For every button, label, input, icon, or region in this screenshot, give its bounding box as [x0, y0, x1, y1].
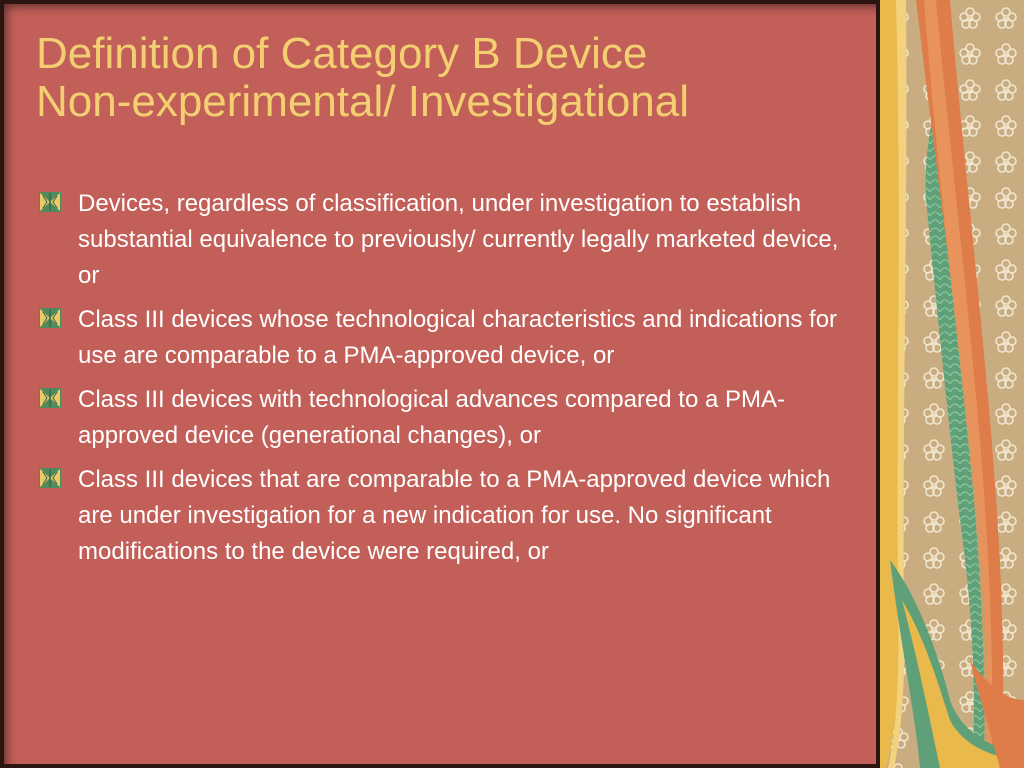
bullet-item [38, 382, 850, 454]
fan-bullet-icon [38, 307, 62, 329]
bullet-item [38, 302, 850, 374]
bullet-item [38, 462, 850, 570]
ribbon-decoration [880, 0, 1024, 768]
fan-bullet-icon [38, 191, 62, 213]
fan-bullet-icon [38, 387, 62, 409]
decorative-ribbon-panel [880, 0, 1024, 768]
bullet-text: Devices, regardless of classification, under investigation to establish substantial equivalence to previously/ currently legally marketed device, or [78, 190, 839, 289]
title-line-1: Definition of Category B Device [36, 29, 648, 78]
bullet-item [38, 186, 850, 294]
slide-title [36, 30, 866, 127]
fan-bullet-icon [38, 467, 62, 489]
bullet-text: Class III devices that are comparable to a PMA-approved device which are under investigation for a new indication for use. No significant modifications to the device were required, or [78, 466, 831, 565]
bullet-list [38, 186, 850, 578]
bullet-text: Class III devices whose technological characteristics and indications for use are comparable to a PMA-approved device, or [78, 306, 838, 369]
bullet-text: Class III devices with technological advances compared to a PMA-approved device (generational changes), or [78, 386, 786, 449]
title-line-2: Non-experimental/ Investigational [36, 77, 690, 127]
